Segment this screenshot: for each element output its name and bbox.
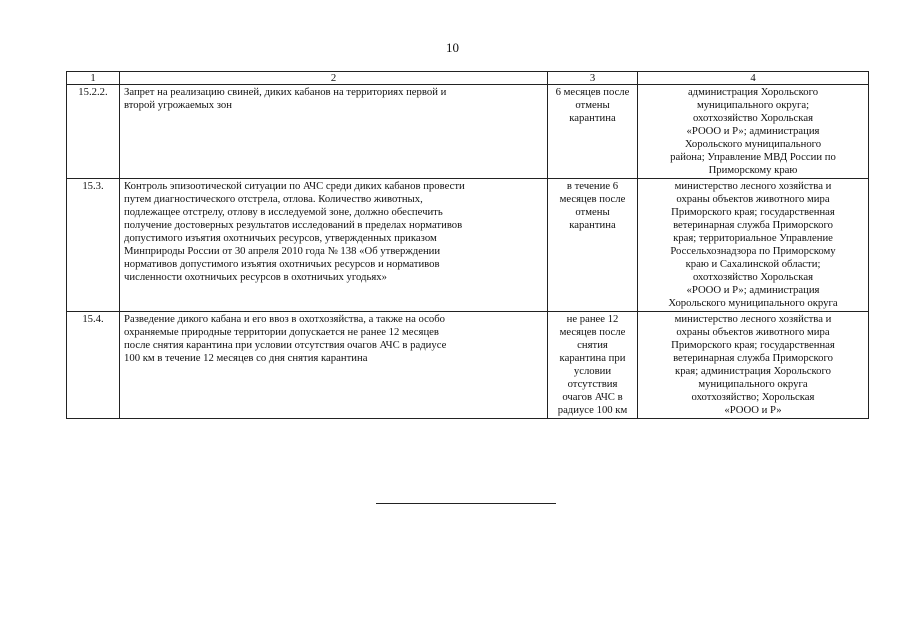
column-header-1: 1	[67, 72, 120, 85]
text-line: подлежащее отстрелу, отлову в исследуемой зоне, должно обеспечить	[124, 206, 443, 218]
text-line: отсутствия	[567, 378, 618, 390]
text-line: карантина	[569, 112, 616, 124]
text-line: охраняемые природные территории допускается не ранее 12 месяцев	[124, 326, 439, 338]
deadline-cell	[548, 312, 638, 419]
text-line: месяцев после	[559, 193, 626, 205]
text-line: «РООО и Р»; администрация	[686, 284, 820, 296]
text-line: не ранее 12	[566, 313, 619, 325]
text-line: численности охотничьих ресурсов в охотничьих угодьях»	[124, 271, 387, 283]
text-line: путем диагностического отстрела, отлова. Количество животных,	[124, 193, 423, 205]
text-line: района; Управление МВД России по	[670, 151, 836, 163]
text-line: 100 км в течение 12 месяцев со дня снятия карантина	[124, 352, 368, 364]
measure-description-cell	[120, 85, 548, 179]
table-header-row	[67, 72, 869, 85]
text-line: месяцев после	[559, 326, 626, 338]
deadline-cell	[548, 85, 638, 179]
item-number-cell: 15.2.2.	[67, 85, 120, 179]
text-line: ветеринарная служба Приморского	[673, 219, 833, 231]
text-line: второй угрожаемых зон	[124, 99, 232, 111]
text-line: карантина	[569, 219, 616, 231]
text-line: охотхозяйство; Хорольская	[691, 391, 815, 403]
text-line: отмены	[575, 99, 610, 111]
text-line: Хорольского муниципального округа	[668, 297, 838, 309]
item-number-cell: 15.3.	[67, 179, 120, 312]
text-line: Минприроды России от 30 апреля 2010 года № 138 «Об утверждении	[124, 245, 441, 257]
text-line: муниципального округа	[698, 378, 808, 390]
text-line: нормативов допустимого изъятия охотничьих ресурсов и нормативов	[124, 258, 440, 270]
responsible-cell	[638, 312, 869, 419]
text-line: 6 месяцев после	[555, 86, 630, 98]
responsible-cell	[638, 85, 869, 179]
text-line: допустимого изъятия охотничьих ресурсов, утвержденных приказом	[124, 232, 437, 244]
measure-description-cell	[120, 312, 548, 419]
text-line: очагов АЧС в	[562, 391, 623, 403]
measures-table	[66, 71, 869, 419]
text-line: условии	[573, 365, 612, 377]
text-line: охотхозяйство Хорольская	[692, 112, 813, 124]
table-row	[67, 85, 869, 179]
text-line: министерство лесного хозяйства и	[674, 180, 832, 192]
text-line: Россельхознадзора по Приморскому	[670, 245, 836, 257]
page-number: 10	[446, 40, 459, 55]
text-line: краю и Сахалинской области;	[685, 258, 821, 270]
table-row	[67, 179, 869, 312]
text-line: Приморского края; государственная	[671, 339, 835, 351]
text-line: охраны объектов животного мира	[676, 326, 830, 338]
deadline-cell	[548, 179, 638, 312]
table-row	[67, 312, 869, 419]
text-line: Запрет на реализацию свиней, диких кабанов на территориях первой и	[124, 86, 447, 98]
text-line: «РООО и Р»	[724, 404, 782, 416]
text-line: в течение 6	[566, 180, 619, 192]
column-header-4: 4	[638, 72, 869, 85]
measure-description-cell	[120, 179, 548, 312]
text-line: Хорольского муниципального	[684, 138, 822, 150]
text-line: охотхозяйство Хорольская	[692, 271, 813, 283]
text-line: края; администрация Хорольского	[675, 365, 831, 377]
text-line: охраны объектов животного мира	[676, 193, 830, 205]
text-line: ветеринарная служба Приморского	[673, 352, 833, 364]
text-line: после снятия карантина при условии отсутствия очагов АЧС в радиусе	[124, 339, 447, 351]
text-line: получение достоверных результатов исследований в пределах нормативов	[124, 219, 463, 231]
item-number-cell: 15.4.	[67, 312, 120, 419]
text-line: радиусе 100 км	[557, 404, 628, 416]
text-line: Приморского края; государственная	[671, 206, 835, 218]
text-line: снятия	[577, 339, 608, 351]
text-line: Приморскому краю	[708, 164, 798, 176]
text-line: карантина при	[559, 352, 626, 364]
text-line: Разведение дикого кабана и его ввоз в охотхозяйства, а также на особо	[124, 313, 446, 325]
text-line: министерство лесного хозяйства и	[674, 313, 832, 325]
text-line: муниципального округа;	[696, 99, 810, 111]
closing-separator-line	[376, 503, 556, 504]
text-line: «РООО и Р»; администрация	[686, 125, 820, 137]
column-header-3: 3	[548, 72, 638, 85]
column-header-2: 2	[120, 72, 548, 85]
text-line: края; территориальное Управление	[673, 232, 833, 244]
text-line: Контроль эпизоотической ситуации по АЧС среди диких кабанов провести	[124, 180, 465, 192]
responsible-cell	[638, 179, 869, 312]
text-line: отмены	[575, 206, 610, 218]
text-line: администрация Хорольского	[687, 86, 819, 98]
